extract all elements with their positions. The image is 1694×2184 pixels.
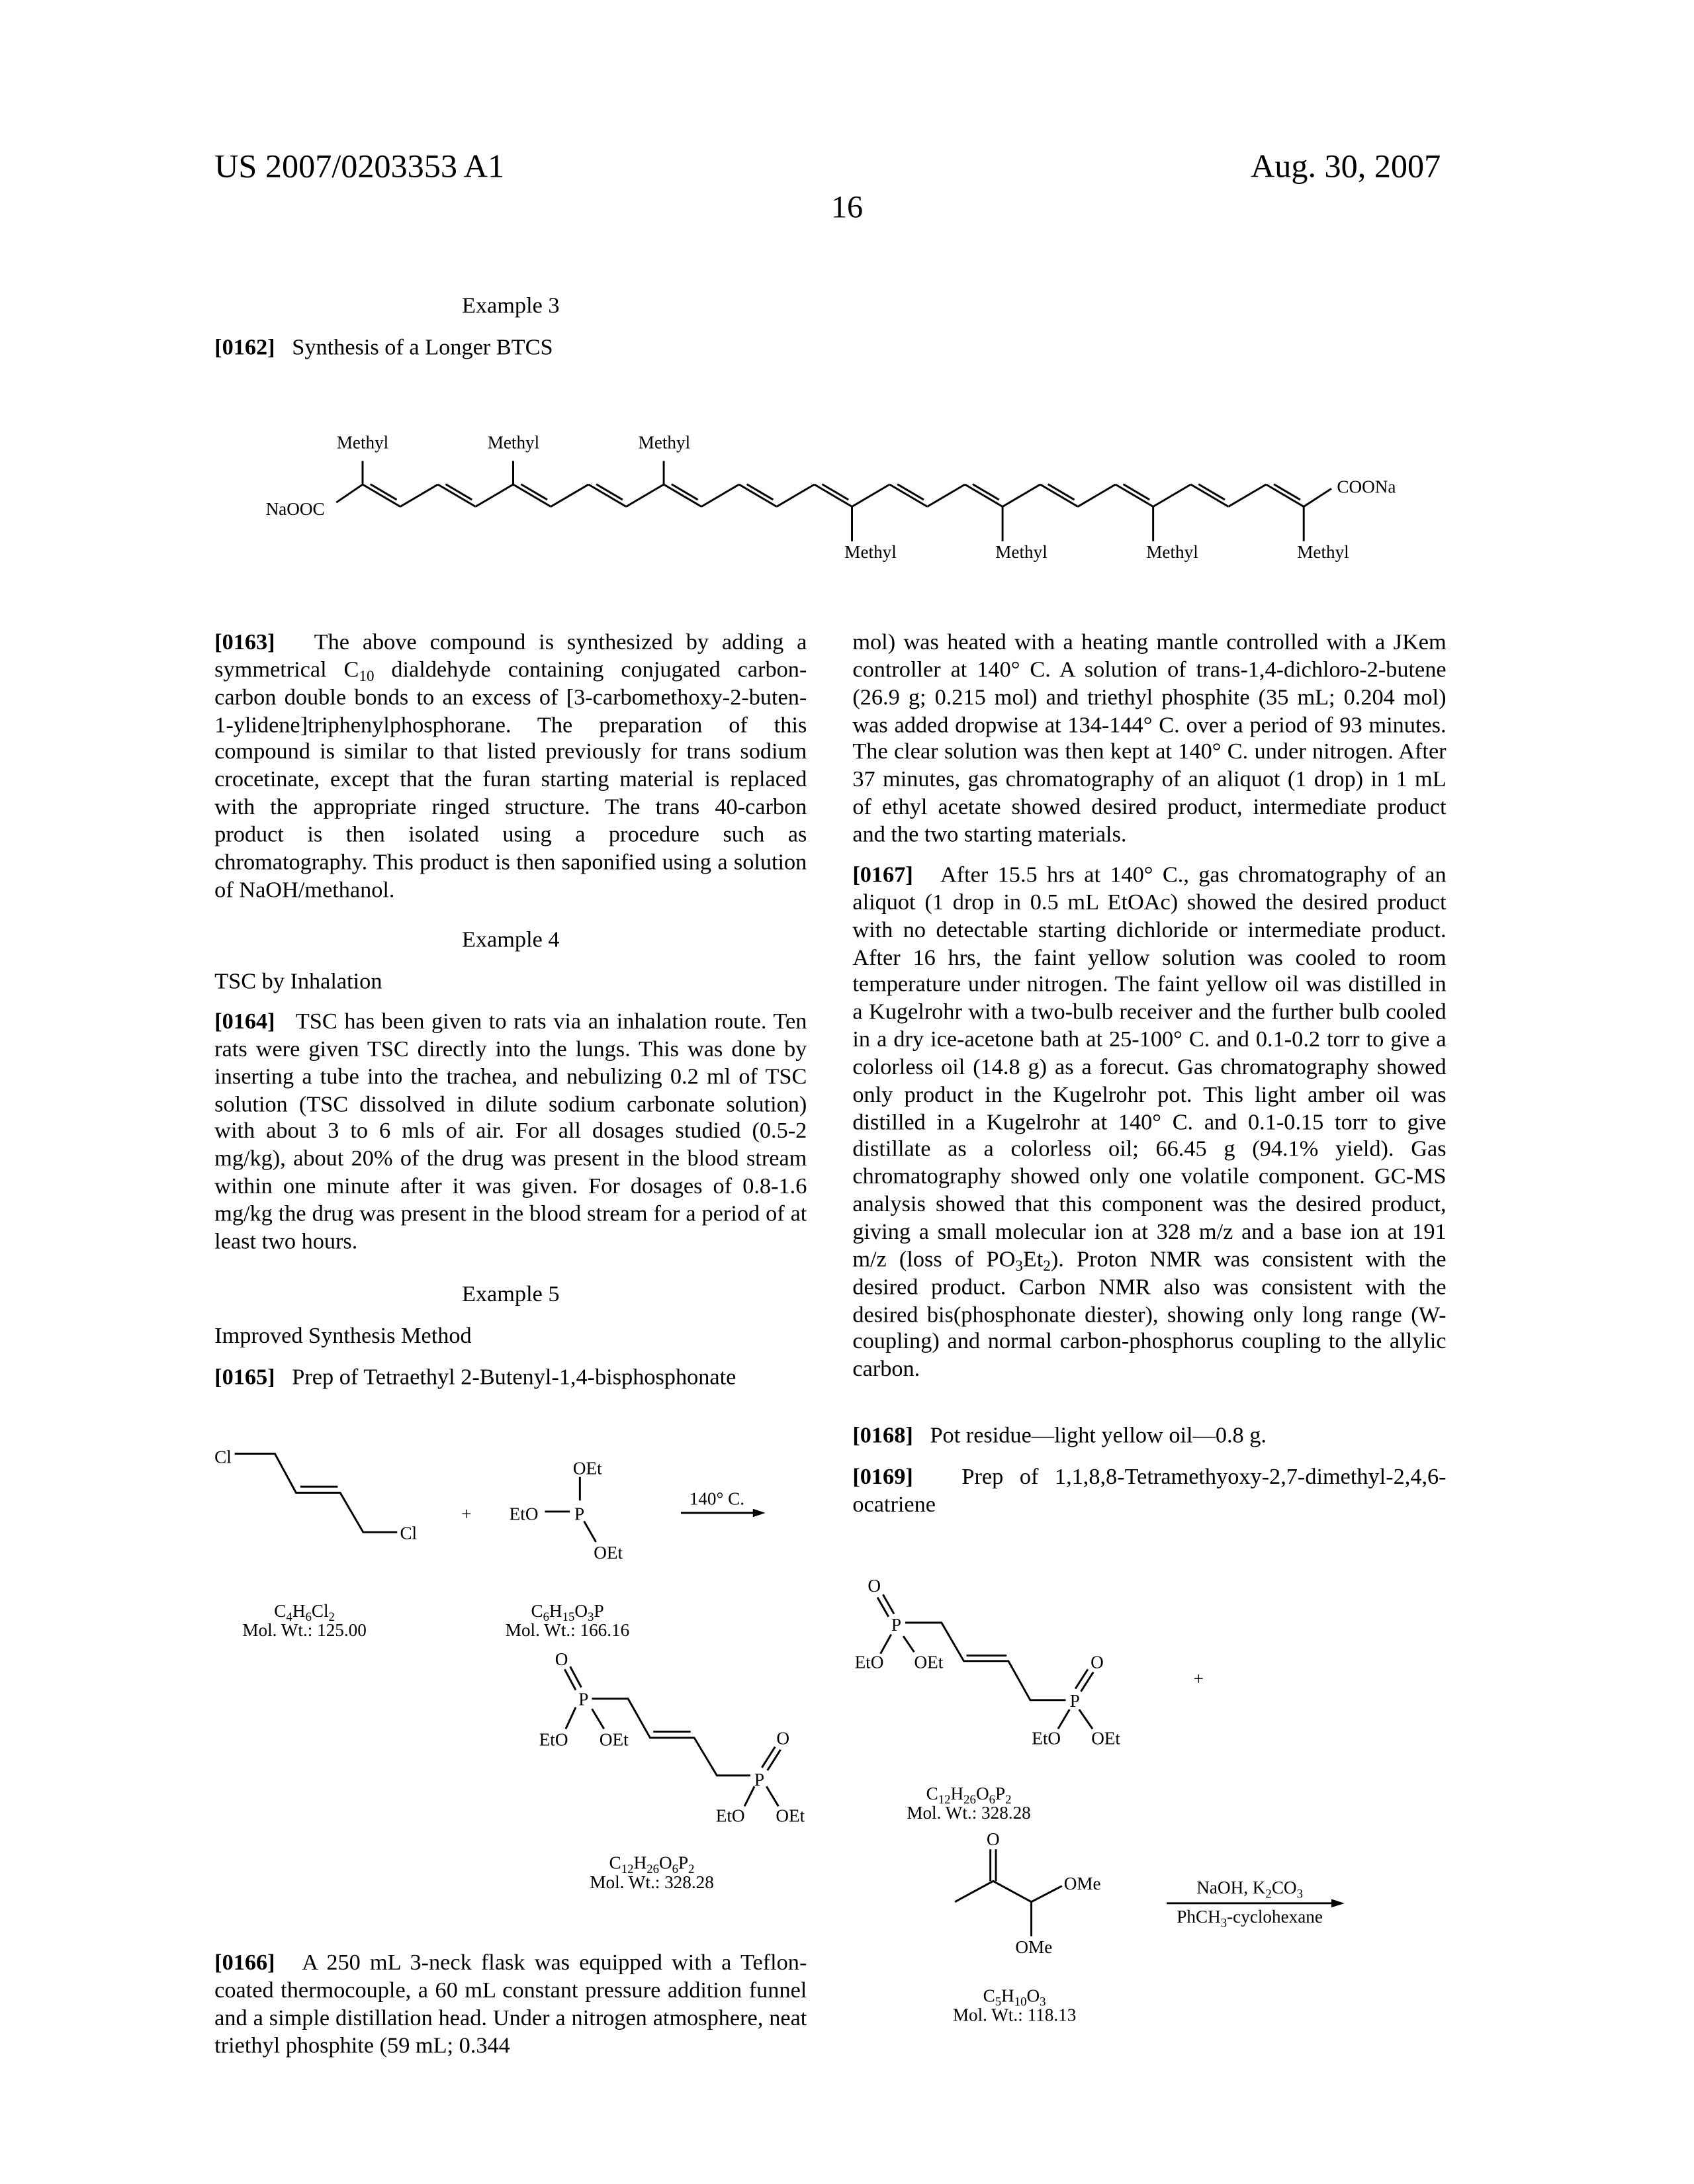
text-run: The above compound is synthesized by adding a symmetrical C (214, 629, 807, 682)
text-run: Prep of Tetraethyl 2-Butenyl-1,4-bisphosphonate (292, 1363, 736, 1390)
example-4-subheading: TSC by Inhalation (214, 968, 807, 995)
triethyl-phosphite-structure (510, 1458, 623, 1563)
bond (766, 1786, 778, 1806)
text-run: After 15.5 hrs at 140° C., gas chromatography of an aliquot (1 drop in 0.5 mL EtOAc) showed the desired product with no detectable starting dichloride or intermediate product. After 16 hrs, the faint yellow solution was cooled to room temperature under nitrogen. The faint yellow oil was distilled in a Kugelrohr with a two-bulb receiver and the further bulb cooled in a dry ice-acetone bath at 25-100° C. and 0.1-0.2 torr to give a colorless oil (14.8 g) as a forecut. Gas chromatography showed only product in the Kugelrohr pot. This light amber oil was distilled in a Kugelrohr at 140° C. and 0.1-0.15 torr to give distillate as a colorless oil; 66.45 g (94.1% yield). Gas chromatography showed only one volatile component. GC-MS analysis showed that this component was the desired product, giving a small molecular ion at 328 m/z and a base ion at 191 m/z (loss of PO (852, 861, 1446, 1272)
molecular-formula: C4H6Cl2 (274, 1601, 335, 1624)
molecular-formula: C5H10O3 (983, 1985, 1046, 2009)
bond (1304, 488, 1331, 506)
o-label: O (868, 1576, 881, 1596)
bond (336, 484, 363, 502)
reagents-below-arrow: PhCH3-cyclohexane (1177, 1907, 1323, 1930)
o-label: O (987, 1829, 1000, 1849)
bond (815, 484, 852, 506)
o-label: O (555, 1649, 568, 1669)
bond (400, 484, 438, 506)
bond (701, 484, 739, 506)
molecular-weight: Mol. Wt.: 328.28 (590, 1872, 713, 1892)
dimethoxy-butanone-structure (955, 1829, 1100, 1957)
example-5-heading: Example 5 (214, 1281, 807, 1308)
eto-label: EtO (1032, 1728, 1061, 1748)
bond (1040, 484, 1078, 506)
methyl-label: Methyl (639, 433, 691, 453)
bond (881, 1635, 891, 1654)
paragraph-number: [0163] (214, 629, 275, 655)
methyl-label: Methyl (488, 433, 540, 453)
paragraph-number: [0167] (852, 861, 913, 887)
eto-label: EtO (510, 1504, 539, 1524)
oet-label: OEt (600, 1729, 629, 1749)
oet-label: OEt (573, 1458, 602, 1478)
bond (777, 484, 815, 506)
bond (664, 484, 701, 506)
bond (1058, 1709, 1069, 1729)
methyl-label: Methyl (995, 542, 1048, 562)
bond (513, 484, 551, 506)
eto-label: EtO (855, 1652, 884, 1672)
plus-sign: + (461, 1504, 471, 1524)
paragraph-number: [0165] (214, 1363, 275, 1390)
arrow-head-icon (1331, 1899, 1345, 1908)
p-label: P (891, 1615, 901, 1635)
paragraph-number: [0169] (852, 1463, 913, 1490)
chemical-structures (0, 0, 1694, 2184)
bond (438, 484, 476, 506)
oet-label: OEt (776, 1805, 805, 1825)
text-run: Prep of 1,1,8,8-Tetramethyoxy-2,7-dimethyl-2,4,6-ocatriene (852, 1463, 1446, 1517)
text-run: mol) was heated with a heating mantle controlled with a JKem controller at 140° C. A solution of trans-1,4-dichloro-2-butene (26.9 g; 0.215 mol) and triethyl phosphite (35 mL; 0.204 mol) was added dropwise at 134-144° C. over a period of 93 minutes. The clear solution was then kept at 140° C. under nitrogen. After 37 minutes, gas chromatography of an aliquot (1 drop) in 1 mL of ethyl acetate showed desired product, intermediate product and the two starting materials. (852, 629, 1446, 847)
bond (1003, 484, 1040, 506)
bond (566, 1707, 576, 1729)
oet-label: OEt (1091, 1728, 1120, 1748)
example-3-heading: Example 3 (214, 292, 807, 320)
bond (955, 1881, 1062, 1901)
reagents-above-arrow: NaOH, K2CO3 (1196, 1878, 1303, 1901)
naooc-label: NaOOC (266, 499, 325, 519)
double-bond (1075, 1669, 1088, 1688)
oet-label: OEt (914, 1652, 944, 1672)
double-bond (762, 1747, 775, 1767)
patent-number: US 2007/0203353 A1 (214, 148, 504, 187)
bond (235, 1453, 398, 1532)
molecular-weight: Mol. Wt.: 125.00 (242, 1620, 366, 1640)
methyl-label: Methyl (1146, 542, 1198, 562)
bond (852, 484, 890, 506)
double-bond (1081, 1672, 1093, 1692)
o-label: O (1091, 1652, 1104, 1672)
bond (592, 1709, 604, 1729)
text-run: dialdehyde containing conjugated carbon-carbon double bonds to an excess of [3-carbomethoxy-2-buten-1-ylidene]triphenylphosphorane. The preparation of this compound is similar to that listed previously for trans sodium crocetinate, except that the furan starting material is replaced with the appropriate ringed structure. The trans 40-carbon product is then isolated using a procedure such as chromatography. This product is then saponified using a solution of NaOH/methanol. (214, 656, 807, 902)
cl-label: Cl (400, 1524, 417, 1543)
bond (1191, 484, 1229, 506)
molecular-formula: C12H26O6P2 (609, 1853, 695, 1876)
molecular-weight: Mol. Wt.: 166.16 (506, 1620, 629, 1640)
bond (1079, 1709, 1092, 1729)
bond (744, 1786, 754, 1806)
bond (965, 484, 1003, 506)
bond (927, 484, 965, 506)
text-run: TSC has been given to rats via an inhalation route. Ten rats were given TSC directly into the lungs. This was done by inserting a tube into the trachea, and nebulizing 0.2 ml of TSC solution (TSC dissolved in dilute sodium carbonate solution) with about 3 to 6 mls of air. For all dosages studied (0.5-2 mg/kg), about 20% of the drug was present in the blood stream within one minute after it was given. For dosages of 0.8-1.6 mg/kg the drug was present in the blood stream for a period of at least two hours. (214, 1008, 807, 1254)
text-run: Et (1023, 1246, 1043, 1272)
bisphosphonate-product-structure (539, 1649, 805, 1825)
paragraph-number: [0162] (214, 334, 275, 360)
bond (1116, 484, 1153, 506)
publication-date: Aug. 30, 2007 (1251, 148, 1441, 187)
text-run: ). Proton NMR was consistent with the desired product. Carbon NMR also was consistent with the desired bis(phosphonate diester), showing only long range (W-coupling) and normal carbon-phosphorus coupling to the allylic carbon. (852, 1246, 1446, 1382)
molecular-weight: Mol. Wt.: 328.28 (907, 1803, 1030, 1823)
paragraph-number: [0164] (214, 1008, 275, 1034)
p-label: P (574, 1504, 584, 1524)
bond (476, 484, 513, 506)
reaction-arrow-2 (1167, 1878, 1345, 1930)
arrow-head-icon (753, 1509, 766, 1518)
oet-label: OEt (594, 1543, 623, 1563)
methyl-label: Methyl (337, 433, 388, 453)
p-label: P (1070, 1691, 1080, 1711)
bisphosphonate-reactant-structure (855, 1576, 1121, 1748)
o-label: O (776, 1728, 789, 1748)
eto-label: EtO (539, 1729, 568, 1749)
methyl-label: Methyl (1297, 542, 1349, 562)
page-number: 16 (819, 188, 875, 227)
bond (626, 484, 664, 506)
p-label: P (578, 1690, 588, 1709)
bond (1078, 484, 1116, 506)
paragraph-number: [0168] (852, 1422, 913, 1448)
btcs-structure (266, 433, 1396, 562)
double-bond (768, 1750, 781, 1770)
ome-label: OMe (1015, 1937, 1052, 1957)
bond (889, 484, 927, 506)
bond (903, 1636, 914, 1652)
cl-label: Cl (214, 1447, 232, 1467)
subscript: 2 (1043, 1258, 1051, 1275)
ome-label: OMe (1064, 1874, 1101, 1893)
methyl-label: Methyl (844, 542, 897, 562)
eto-label: EtO (716, 1805, 745, 1825)
subscript: 10 (359, 668, 374, 685)
bond (588, 484, 626, 506)
bond (1266, 484, 1304, 506)
text-run: A 250 mL 3-neck flask was equipped with a Teflon-coated thermocouple, a 60 mL constant pressure addition funnel and a simple distillation head. Under a nitrogen atmosphere, neat triethyl phosphite (59 mL; 0.344 (214, 1949, 807, 2058)
patent-page (0, 0, 1694, 2184)
dichlorobutene-structure (214, 1447, 417, 1543)
bond (1153, 484, 1191, 506)
reaction-condition: 140° C. (690, 1488, 744, 1508)
coona-label: COONa (1337, 477, 1396, 497)
bond (1228, 484, 1266, 506)
bond (551, 484, 588, 506)
bond (584, 1522, 596, 1542)
molecular-formula: C6H15O3P (531, 1601, 603, 1624)
example-4-heading: Example 4 (214, 926, 807, 954)
plus-sign: + (1194, 1668, 1204, 1688)
reaction-arrow-1 (681, 1488, 766, 1517)
example-5-subheading: Improved Synthesis Method (214, 1322, 807, 1349)
subscript: 3 (1015, 1258, 1023, 1275)
text-run: Synthesis of a Longer BTCS (292, 334, 553, 360)
paragraph-number: [0166] (214, 1949, 275, 1976)
molecular-weight: Mol. Wt.: 118.13 (953, 2005, 1076, 2025)
bond (739, 484, 777, 506)
p-label: P (754, 1770, 764, 1790)
molecular-formula: C12H26O6P2 (926, 1784, 1012, 1807)
bond (363, 484, 400, 506)
text-run: Pot residue—light yellow oil—0.8 g. (930, 1422, 1266, 1448)
